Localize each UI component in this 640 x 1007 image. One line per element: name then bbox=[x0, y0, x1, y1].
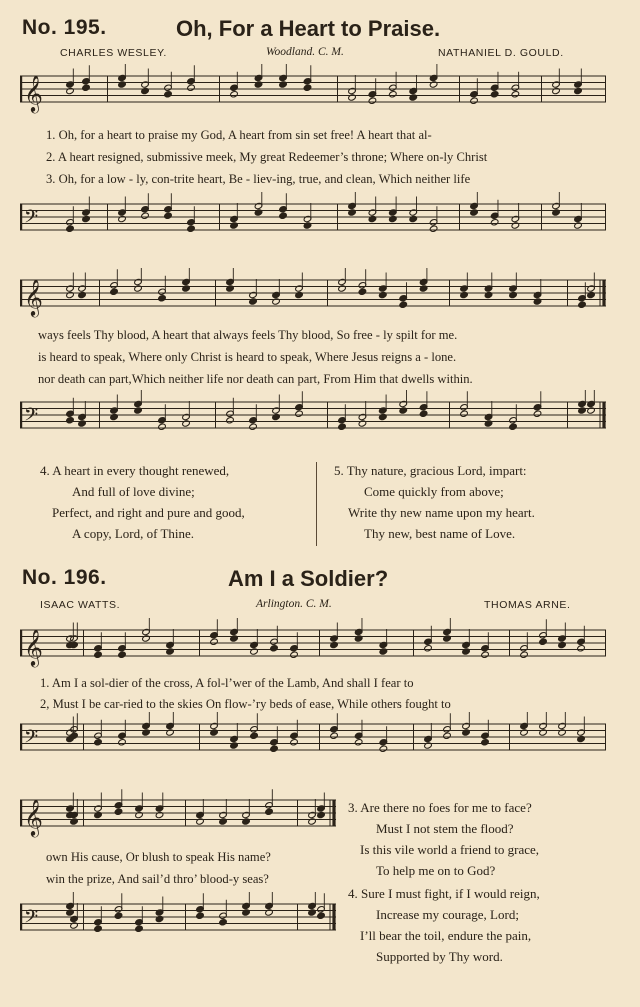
hymn-196-lyric-line-2: 2, Must I be car-ried to the skies On flow-’ry beds of ease, While others fought to bbox=[40, 697, 451, 711]
hymn-195-lyric-line-5: is heard to speak, Where only Christ is heard to speak, Where Jesus reigns a - lone. bbox=[38, 350, 457, 364]
hymn-196-lyric-line-3: own His cause, Or blush to speak His name? bbox=[46, 850, 271, 864]
hymn-195-system-1-treble-staff bbox=[20, 64, 606, 120]
hymn-195-verse-4-line-2: And full of love divine; bbox=[72, 484, 195, 499]
hymn-196-verse-4-line-4: Supported by Thy word. bbox=[376, 949, 503, 964]
hymn-195-system-2-treble-staff bbox=[20, 268, 606, 324]
hymn-195-number: No. 195. bbox=[22, 16, 107, 39]
hymn-196-number: No. 196. bbox=[22, 566, 107, 589]
svg-text:𝄢: 𝄢 bbox=[24, 207, 39, 232]
hymn-196-tune: Arlington. C. M. bbox=[256, 598, 332, 610]
hymn-196-title: Am I a Soldier? bbox=[228, 566, 389, 591]
hymn-196-system-2-bass-staff bbox=[20, 892, 336, 948]
hymn-195-lyric-line-3: 3. Oh, for a low - ly, con-trite heart, Be - liev-ing, true, and clean, Which neither life bbox=[46, 172, 471, 186]
hymn-195-verse-4-line-3: Perfect, and right and pure and good, bbox=[52, 505, 245, 520]
hymn-196-composer: THOMAS ARNE. bbox=[484, 599, 571, 611]
hymn-196-verse-4-line-1: 4. Sure I must fight, if I would reign, bbox=[348, 886, 540, 901]
svg-text:𝄢: 𝄢 bbox=[24, 405, 39, 430]
hymn-196-verse-4-line-3: I’ll bear the toil, endure the pain, bbox=[360, 928, 532, 943]
hymn-195-lyric-line-1: 1. Oh, for a heart to praise my God, A heart from sin set free! A heart that al- bbox=[46, 128, 432, 142]
hymn-196-verse-4-line-2: Increase my courage, Lord; bbox=[376, 907, 519, 922]
svg-text:𝄢: 𝄢 bbox=[24, 727, 39, 752]
hymn-195-title: Oh, For a Heart to Praise. bbox=[176, 16, 441, 41]
hymn-195-verse-5-line-4: Thy new, best name of Love. bbox=[364, 526, 516, 541]
hymn-196-lyric-line-4: win the prize, And sail’d thro’ blood-y seas? bbox=[46, 872, 269, 886]
hymn-196-verse-3-line-1: 3. Are there no foes for me to face? bbox=[348, 800, 532, 815]
hymn-196-system-2-treble-staff bbox=[20, 788, 336, 844]
hymn-195-system-1-bass-staff bbox=[20, 192, 606, 248]
hymn-195-tune: Woodland. C. M. bbox=[266, 46, 344, 58]
hymn-195-verse-4-line-4: A copy, Lord, of Thine. bbox=[72, 526, 195, 541]
hymn-195-author: CHARLES WESLEY. bbox=[60, 47, 167, 59]
verse-column-divider bbox=[316, 462, 317, 546]
hymn-195-lyric-line-2: 2. A heart resigned, submissive meek, My great Redeemer’s throne; Where on-ly Christ bbox=[46, 150, 488, 164]
hymn-196-lyric-line-1: 1. Am I a sol-dier of the cross, A fol-l’wer of the Lamb, And shall I fear to bbox=[40, 676, 414, 690]
hymn-196-author: ISAAC WATTS. bbox=[40, 599, 121, 611]
hymn-195-verse-5-line-3: Write thy new name upon my heart. bbox=[348, 505, 535, 520]
svg-text:𝄢: 𝄢 bbox=[24, 907, 39, 932]
hymn-195-verse-5-line-2: Come quickly from above; bbox=[364, 484, 504, 499]
hymn-195-system-2-bass-staff bbox=[20, 390, 606, 446]
hymn-196-verse-3-line-3: Is this vile world a friend to grace, bbox=[360, 842, 540, 857]
svg-text:𝄞: 𝄞 bbox=[24, 798, 43, 836]
svg-text:𝄞: 𝄞 bbox=[24, 278, 43, 316]
svg-text:𝄞: 𝄞 bbox=[24, 628, 43, 666]
hymn-196-system-1-treble-staff bbox=[20, 618, 606, 674]
hymn-196-verse-3-line-2: Must I not stem the flood? bbox=[376, 821, 514, 836]
hymn-195-verse-4-line-1: 4. A heart in every thought renewed, bbox=[40, 463, 230, 478]
hymn-196-verse-3-line-4: To help me on to God? bbox=[376, 863, 496, 878]
hymn-195-lyric-line-6: nor death can part,Which neither life nor death can part, From Him that dwells within. bbox=[38, 372, 473, 386]
hymn-195-lyric-line-4: ways feels Thy blood, A heart that always feels Thy blood, So free - ly spilt for me. bbox=[38, 328, 458, 342]
hymn-195-composer: NATHANIEL D. GOULD. bbox=[438, 47, 564, 59]
hymn-196-system-1-bass-staff bbox=[20, 712, 606, 768]
hymn-195-verse-5-line-1: 5. Thy nature, gracious Lord, impart: bbox=[334, 463, 527, 478]
svg-text:𝄞: 𝄞 bbox=[24, 74, 43, 112]
